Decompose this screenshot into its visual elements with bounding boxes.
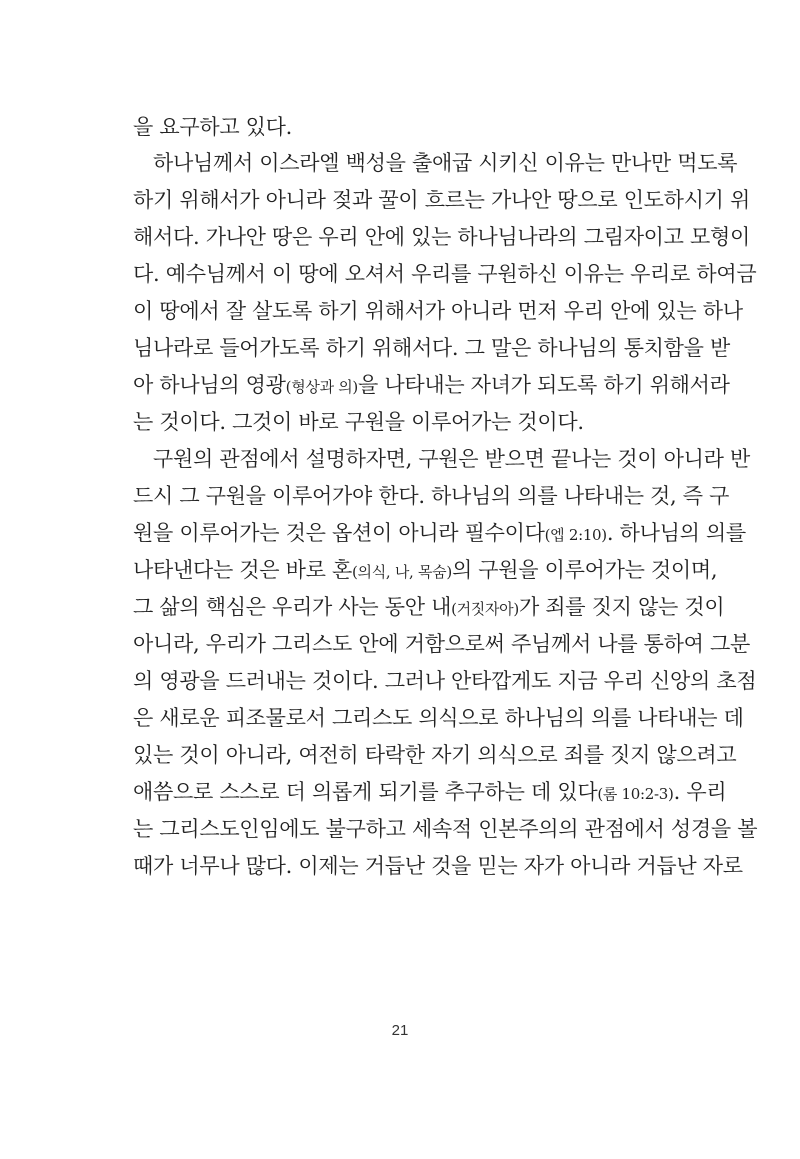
parenthetical-note: (형상과 의)	[285, 378, 358, 396]
text-line: 은 새로운 피조물로서 그리스도 의식으로 하나님의 의를 나타내는 데	[133, 706, 744, 730]
text-line: 하기 위해서가 아니라 젖과 꿀이 흐르는 가나안 땅으로 인도하시기 위	[133, 188, 750, 212]
text-fragment: . 하나님의 의를	[606, 521, 746, 545]
text-line: 있는 것이 아니라, 여전히 타락한 자기 의식으로 죄를 짓지 않으려고	[133, 743, 737, 767]
scripture-reference: (엡 2:10)	[544, 526, 607, 544]
text-line: 의 영광을 드러내는 것이다. 그러나 안타깝게도 지금 우리 신앙의 초점	[133, 669, 757, 693]
page-number: 21	[391, 1022, 409, 1039]
text-line: 님나라로 들어가도록 하기 위해서다. 그 말은 하나님의 통치함을 받	[133, 336, 730, 360]
text-line	[133, 777, 727, 809]
text-fragment: . 우리	[673, 780, 727, 804]
text-fragment: 의 구원을 이루어가는 것이며,	[451, 558, 718, 582]
text-fragment: 가 죄를 짓지 않는 것이	[518, 595, 725, 619]
text-line: 아니라, 우리가 그리스도 안에 거함으로써 주님께서 나를 통하여 그분	[133, 632, 750, 656]
text-line	[133, 518, 746, 550]
text-fragment: 애씀으로 스스로 더 의롭게 되기를 추구하는 데 있다	[133, 780, 598, 804]
text-line: 구원의 관점에서 설명하자면, 구원은 받으면 끝나는 것이 아니라 반	[153, 447, 750, 471]
text-line: 하나님께서 이스라엘 백성을 출애굽 시키신 이유는 만나만 먹도록	[153, 151, 738, 175]
text-line	[133, 555, 718, 587]
scripture-reference: (롬 10:2-3)	[597, 785, 674, 803]
text-fragment: 아 하나님의 영광	[133, 373, 286, 397]
text-line	[133, 370, 730, 402]
text-fragment: 나타낸다는 것은 바로 혼	[133, 558, 352, 582]
text-fragment: 그 삶의 핵심은 우리가 사는 동안 내	[133, 595, 452, 619]
text-line: 이 땅에서 잘 살도록 하기 위해서가 아니라 먼저 우리 안에 있는 하나	[133, 299, 743, 323]
text-line: 해서다. 가나안 땅은 우리 안에 있는 하나님나라의 그림자이고 모형이	[133, 225, 750, 249]
parenthetical-note: (거짓자아)	[451, 600, 519, 618]
text-line: 을 요구하고 있다.	[133, 115, 293, 139]
text-line: 는 것이다. 그것이 바로 구원을 이루어가는 것이다.	[133, 410, 584, 434]
text-line: 때가 너무나 많다. 이제는 거듭난 것을 믿는 자가 아니라 거듭난 자로	[133, 854, 743, 878]
text-fragment: 원을 이루어가는 것은 옵션이 아니라 필수이다	[133, 521, 545, 545]
text-line: 드시 그 구원을 이루어가야 한다. 하나님의 의를 나타내는 것, 즉 구	[133, 484, 730, 508]
text-line: 다. 예수님께서 이 땅에 오셔서 우리를 구원하신 이유는 우리로 하여금	[133, 262, 757, 286]
text-line: 는 그리스도인임에도 불구하고 세속적 인본주의의 관점에서 성경을 볼	[133, 817, 758, 841]
text-fragment: 을 나타내는 자녀가 되도록 하기 위해서라	[358, 373, 730, 397]
text-line	[133, 592, 725, 624]
parenthetical-note: (의식, 나, 목숨)	[352, 563, 452, 581]
